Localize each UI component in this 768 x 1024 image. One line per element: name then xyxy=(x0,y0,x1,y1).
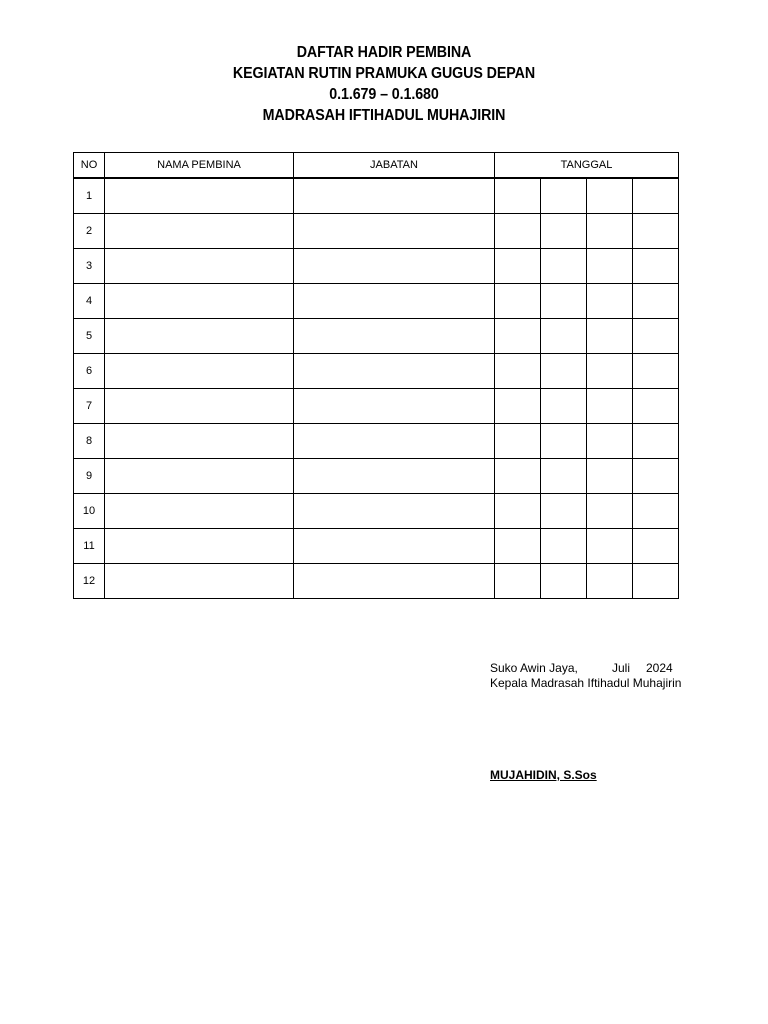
jabatan-cell xyxy=(294,564,495,599)
nama-pembina-cell xyxy=(105,319,294,354)
tanggal-cell-1 xyxy=(495,459,541,494)
tanggal-cell-2 xyxy=(541,214,587,249)
tanggal-cell-1 xyxy=(495,214,541,249)
jabatan-cell xyxy=(294,389,495,424)
tanggal-cell-1 xyxy=(495,529,541,564)
tanggal-cell-4 xyxy=(633,459,679,494)
tanggal-cell-4 xyxy=(633,178,679,214)
tanggal-cell-1 xyxy=(495,354,541,389)
table-row xyxy=(74,564,679,599)
tanggal-cell-3 xyxy=(587,424,633,459)
tanggal-cell-2 xyxy=(541,319,587,354)
tanggal-cell-4 xyxy=(633,424,679,459)
jabatan-cell xyxy=(294,424,495,459)
row-number-cell: 5 xyxy=(74,319,105,354)
row-number-cell: 11 xyxy=(74,529,105,564)
tanggal-cell-3 xyxy=(587,564,633,599)
tanggal-cell-3 xyxy=(587,249,633,284)
tanggal-cell-1 xyxy=(495,424,541,459)
title-line-4: MADRASAH IFTIHADUL MUHAJIRIN xyxy=(262,107,506,124)
tanggal-cell-4 xyxy=(633,354,679,389)
tanggal-cell-3 xyxy=(587,529,633,564)
table-row xyxy=(74,178,679,214)
tanggal-cell-4 xyxy=(633,529,679,564)
column-header-no: NO xyxy=(74,153,105,179)
row-number-cell: 1 xyxy=(74,178,105,214)
row-number-cell: 10 xyxy=(74,494,105,529)
jabatan-cell xyxy=(294,284,495,319)
tanggal-cell-4 xyxy=(633,319,679,354)
row-number-cell: 7 xyxy=(74,389,105,424)
tanggal-cell-4 xyxy=(633,284,679,319)
document-title xyxy=(0,42,768,126)
nama-pembina-cell xyxy=(105,424,294,459)
signature-place-date xyxy=(490,661,690,676)
jabatan-cell xyxy=(294,214,495,249)
tanggal-cell-2 xyxy=(541,424,587,459)
tanggal-cell-2 xyxy=(541,284,587,319)
nama-pembina-cell xyxy=(105,249,294,284)
tanggal-cell-1 xyxy=(495,389,541,424)
jabatan-cell xyxy=(294,494,495,529)
tanggal-cell-3 xyxy=(587,319,633,354)
nama-pembina-cell xyxy=(105,389,294,424)
table-header-row xyxy=(74,153,679,179)
row-number-cell: 2 xyxy=(74,214,105,249)
signature-block xyxy=(490,661,690,691)
tanggal-cell-4 xyxy=(633,494,679,529)
table-row xyxy=(74,494,679,529)
row-number-cell: 9 xyxy=(74,459,105,494)
jabatan-cell xyxy=(294,319,495,354)
jabatan-cell xyxy=(294,529,495,564)
nama-pembina-cell xyxy=(105,529,294,564)
signature-month: Juli xyxy=(612,661,631,675)
tanggal-cell-1 xyxy=(495,284,541,319)
nama-pembina-cell xyxy=(105,494,294,529)
tanggal-cell-1 xyxy=(495,564,541,599)
tanggal-cell-4 xyxy=(633,214,679,249)
nama-pembina-cell xyxy=(105,178,294,214)
tanggal-cell-2 xyxy=(541,354,587,389)
column-header-nama-pembina: NAMA PEMBINA xyxy=(105,153,294,179)
nama-pembina-cell xyxy=(105,214,294,249)
table-row xyxy=(74,214,679,249)
jabatan-cell xyxy=(294,459,495,494)
table-row xyxy=(74,389,679,424)
table-row xyxy=(74,319,679,354)
nama-pembina-cell xyxy=(105,354,294,389)
title-line-1: DAFTAR HADIR PEMBINA xyxy=(296,44,472,61)
tanggal-cell-2 xyxy=(541,494,587,529)
tanggal-cell-1 xyxy=(495,494,541,529)
column-header-jabatan: JABATAN xyxy=(294,153,495,179)
table-row xyxy=(74,354,679,389)
table-row xyxy=(74,459,679,494)
tanggal-cell-3 xyxy=(587,459,633,494)
column-header-tanggal: TANGGAL xyxy=(495,153,679,179)
tanggal-cell-1 xyxy=(495,319,541,354)
tanggal-cell-1 xyxy=(495,178,541,214)
tanggal-cell-4 xyxy=(633,249,679,284)
tanggal-cell-2 xyxy=(541,459,587,494)
signature-position: Kepala Madrasah Iftihadul Muhajirin xyxy=(490,676,682,690)
jabatan-cell xyxy=(294,354,495,389)
tanggal-cell-3 xyxy=(587,354,633,389)
tanggal-cell-3 xyxy=(587,284,633,319)
tanggal-cell-3 xyxy=(587,214,633,249)
tanggal-cell-2 xyxy=(541,249,587,284)
attendance-table xyxy=(73,152,679,599)
table-row xyxy=(74,249,679,284)
tanggal-cell-2 xyxy=(541,178,587,214)
jabatan-cell xyxy=(294,249,495,284)
tanggal-cell-4 xyxy=(633,564,679,599)
row-number-cell: 12 xyxy=(74,564,105,599)
tanggal-cell-2 xyxy=(541,564,587,599)
nama-pembina-cell xyxy=(105,459,294,494)
title-line-2: KEGIATAN RUTIN PRAMUKA GUGUS DEPAN xyxy=(232,65,536,82)
table-row xyxy=(74,424,679,459)
tanggal-cell-2 xyxy=(541,389,587,424)
nama-pembina-cell xyxy=(105,564,294,599)
tanggal-cell-2 xyxy=(541,529,587,564)
jabatan-cell xyxy=(294,178,495,214)
table-row xyxy=(74,529,679,564)
row-number-cell: 8 xyxy=(74,424,105,459)
row-number-cell: 3 xyxy=(74,249,105,284)
tanggal-cell-3 xyxy=(587,389,633,424)
table-row xyxy=(74,284,679,319)
tanggal-cell-3 xyxy=(587,494,633,529)
table-body xyxy=(74,178,679,599)
tanggal-cell-1 xyxy=(495,249,541,284)
signature-place: Suko Awin Jaya, xyxy=(490,661,578,675)
nama-pembina-cell xyxy=(105,284,294,319)
signature-year: 2024 xyxy=(646,661,673,675)
row-number-cell: 6 xyxy=(74,354,105,389)
row-number-cell: 4 xyxy=(74,284,105,319)
tanggal-cell-4 xyxy=(633,389,679,424)
tanggal-cell-3 xyxy=(587,178,633,214)
signatory-name: MUJAHIDIN, S.Sos xyxy=(490,768,597,782)
title-line-3: 0.1.679 – 0.1.680 xyxy=(329,86,439,103)
